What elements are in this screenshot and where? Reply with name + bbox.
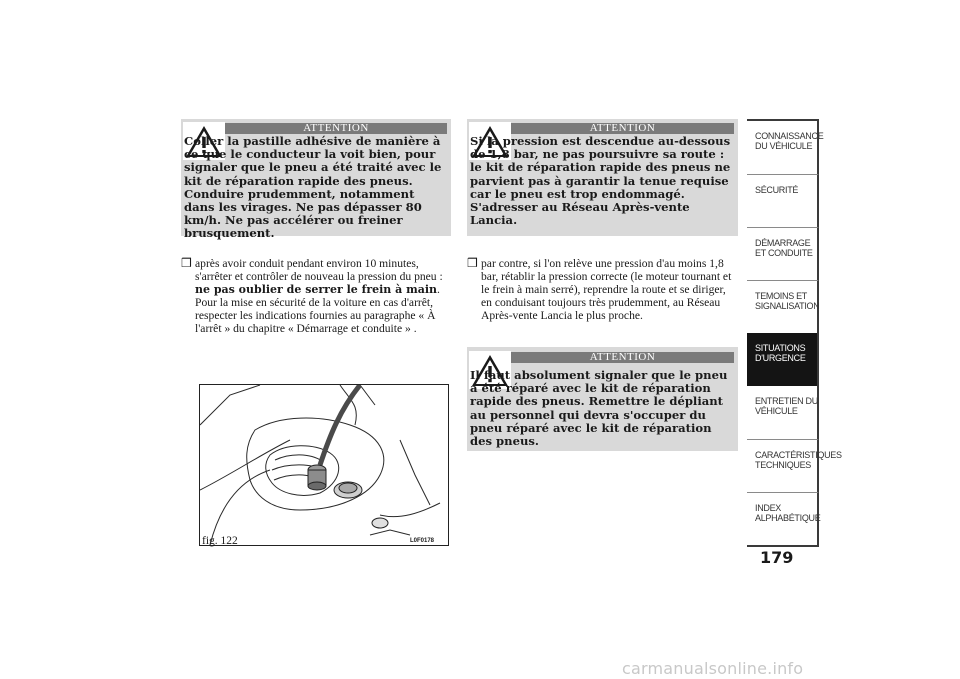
tab-label: CARACTÉRISTIQUES TECHNIQUES xyxy=(755,450,842,470)
warning-box-left xyxy=(181,119,451,241)
bullet-text-end: . Pour la mise en sécurité de la voiture en cas d'arrêt, respecter les indications fournies au paragraphe « À l'arrêt » du chapitre « Démarrage et conduite » . xyxy=(195,283,440,336)
tab-8[interactable] xyxy=(747,492,819,545)
warning-text: Si la pression est descendue au-dessous de 1,8 bar, ne pas poursuivre sa route : le kit de réparation rapide des pneus ne parvient pas à garantir la tenue requise car le pneu est trop endommagé. S'adresser au Réseau Après-vente Lancia. xyxy=(470,134,731,228)
page-number: 179 xyxy=(760,548,794,567)
tyre-valve-drawing xyxy=(200,385,448,545)
tab-6[interactable] xyxy=(747,386,819,439)
tab-1[interactable] xyxy=(747,121,824,174)
bullet-paragraph-left xyxy=(181,257,451,336)
figure-code: L0F0178 xyxy=(410,538,435,544)
tab-label: TEMOINS ET SIGNALISATION xyxy=(755,291,820,311)
warning-box-right-2 xyxy=(467,347,738,451)
warning-box-right-1 xyxy=(467,119,738,236)
tab-2[interactable] xyxy=(747,174,819,227)
bullet-text xyxy=(181,257,451,336)
bullet-symbol: ❒ xyxy=(181,256,192,270)
warning-title: ATTENTION xyxy=(511,352,734,363)
figure-illustration xyxy=(199,384,449,546)
tab-label: SÉCURITÉ xyxy=(755,185,799,195)
warning-title: ATTENTION xyxy=(511,123,734,134)
bullet-text-start: après avoir conduit pendant environ 10 minutes, s'arrêter et contrôler de nouveau la pression du pneu : xyxy=(195,257,443,284)
tab-label: DÉMARRAGE ET CONDUITE xyxy=(755,238,813,258)
bullet-paragraph-right xyxy=(467,257,738,322)
tab-label: ENTRETIEN DU VÉHICULE xyxy=(755,396,818,416)
sidebar-bottom-rule xyxy=(747,545,819,547)
tab-label: SITUATIONS D'URGENCE xyxy=(755,343,806,363)
bullet-bold: ne pas oublier de serrer le frein à main xyxy=(195,283,438,297)
warning-title: ATTENTION xyxy=(225,123,447,134)
bullet-symbol: ❒ xyxy=(467,256,478,270)
tab-7[interactable] xyxy=(747,439,842,492)
warning-text: Coller la pastille adhésive de manière à ce que le conducteur la voit bien, pour signaler que le pneu a été traité avec le kit de réparation rapide des pneus. Conduire prudemment, notamment dans les virages. Ne pas dépasser 80 km/h. Ne pas accélérer ou freiner brusquement. xyxy=(184,134,442,241)
tab-label: CONNAISSANCE DU VÉHICULE xyxy=(755,131,824,151)
tab-3[interactable] xyxy=(747,227,819,280)
watermark: carmanualsonline.info xyxy=(622,659,804,678)
bullet-text: par contre, si l'on relève une pression d'au moins 1,8 bar, rétablir la pression correcte (le moteur tournant et le frein à main serré), reprendre la route et se diriger, en conduisant toujours très prudemment, au Réseau Après-vente Lancia le plus proche. xyxy=(481,257,732,323)
tab-4[interactable] xyxy=(747,280,819,333)
tab-5[interactable] xyxy=(747,333,819,386)
tab-label: INDEX ALPHABÉTIQUE xyxy=(755,503,821,523)
figure-label: fig. 122 xyxy=(202,535,238,547)
warning-text: Il faut absolument signaler que le pneu a été réparé avec le kit de réparation rapide des pneus. Remettre le dépliant au personnel qui devra s'occuper du pneu réparé avec le kit de réparation des pneus. xyxy=(470,368,728,449)
